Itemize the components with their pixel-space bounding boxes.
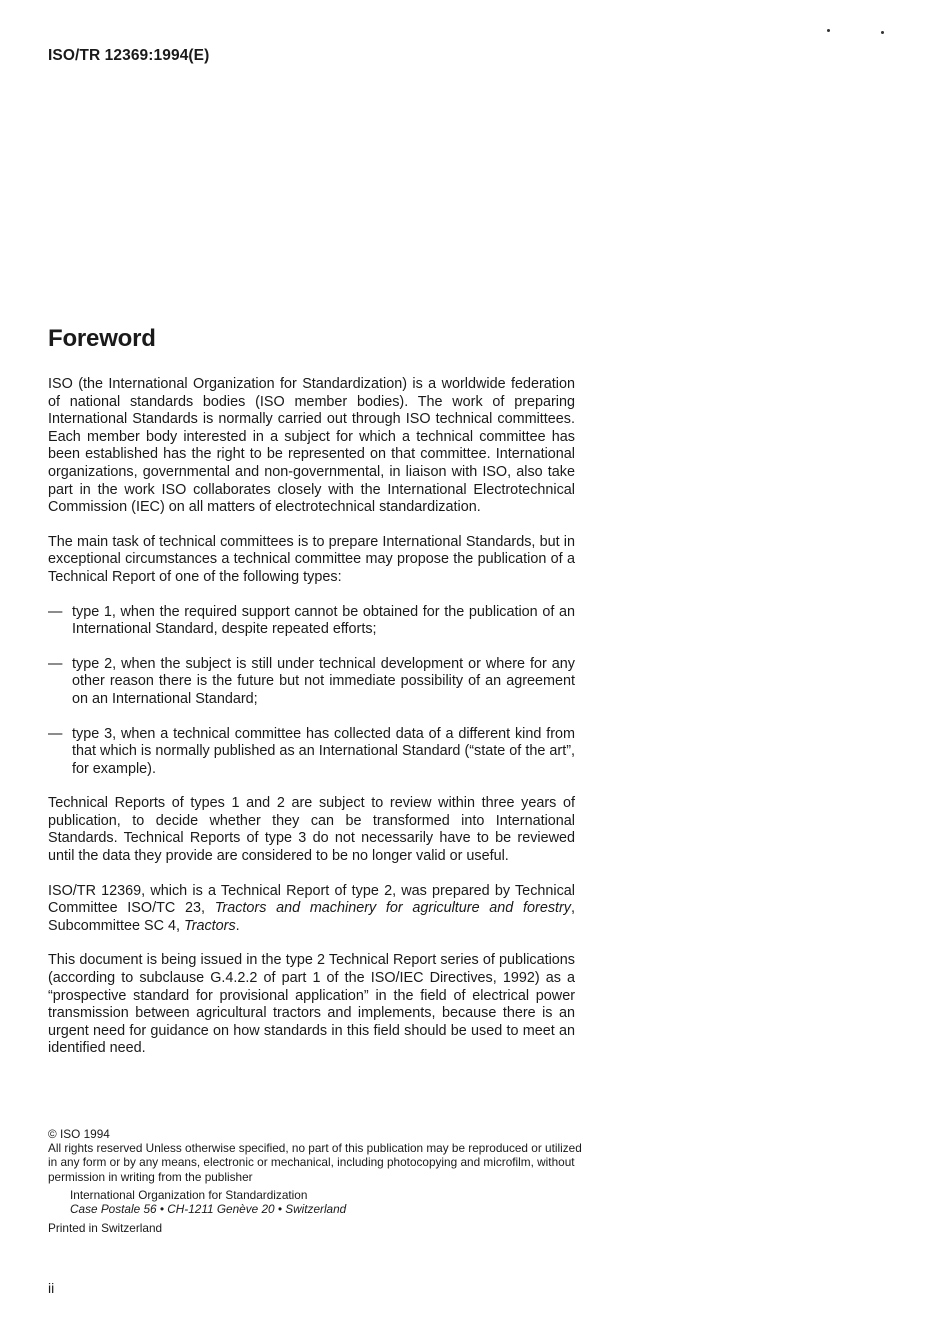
copyright-block xyxy=(48,1127,588,1235)
rights-statement: All rights reserved Unless otherwise specified, no part of this publication may be reproduced or utilized in any form or by any means, electronic or mechanical, including photocopying and microfilm, without permission in writing from the publisher xyxy=(48,1141,582,1184)
dash-marker: — xyxy=(48,603,63,620)
publisher-name: International Organization for Standardization xyxy=(70,1187,308,1202)
postal-address: Case Postale 56 • CH-1211 Genève 20 • Switzerland xyxy=(70,1202,347,1217)
paragraph-issuance: This document is being issued in the type 2 Technical Report series of publications (according to subclause G.4.2.2 of part 1 of the ISO/IEC Directives, 1992) as a “prospective standard for provisional application” in the field of electrical power transmission between agricultural tractors and implements, because there is an urgent need for guidance on how standards in this field should be used to meet an identified need. xyxy=(48,952,575,1057)
paragraph-review: Technical Reports of types 1 and 2 are subject to review within three years of publication, to decide whether they can be transformed into International Standards. Technical Reports of type 3 do not necessarily have to be reviewed until the data they provide are considered to be no longer valid or useful. xyxy=(48,795,575,865)
section-title: Foreword xyxy=(48,325,156,352)
scan-speck xyxy=(827,29,830,32)
list-item-type-1 xyxy=(48,604,575,639)
copyright-notice: © ISO 1994 xyxy=(48,1127,110,1141)
paragraph-iso-intro: ISO (the International Organization for Standardization) is a worldwide federation of national standards bodies (ISO member bodies). The work of preparing International Standards is normally carried out through ISO technical committees. Each member body interested in a subject for which a technical committee has been established has the right to be represented on that committee. International organizations, governmental and non-governmental, in liaison with ISO, also take part in the work ISO collaborates closely with the International Electrotechnical Commission (IEC) on all matters of electrotechnical standardization. xyxy=(48,376,575,516)
page-number: ii xyxy=(48,1280,55,1296)
list-item-text: type 3, when a technical committee has collected data of a different kind from that which is normally published as an International Standard (“state of the art”, for example). xyxy=(72,725,575,777)
foreword-body xyxy=(48,376,575,1075)
list-item-type-3 xyxy=(48,726,575,779)
subcommittee-text: , Subcommittee SC 4, xyxy=(48,900,576,934)
list-item-type-2 xyxy=(48,656,575,709)
dash-marker: — xyxy=(48,655,63,672)
list-item-text: type 2, when the subject is still under technical development or where for any other reason there is the future but not immediate possibility of an agreement on an International Standard; xyxy=(72,655,575,707)
dash-marker: — xyxy=(48,725,63,742)
scan-speck xyxy=(881,31,884,34)
document-identifier: ISO/TR 12369:1994(E) xyxy=(48,47,210,64)
paragraph-prepared-by xyxy=(48,883,575,936)
paragraph-technical-committees: The main task of technical committees is to prepare International Standards, but in exceptional circumstances a technical committee may propose the publication of a Technical Report of one of the following types: xyxy=(48,533,575,585)
publisher-address xyxy=(70,1188,588,1216)
prepared-by-text: ISO/TR 12369, which is a Technical Report of type 2, was prepared by Technical Committee ISO/TC 23, xyxy=(48,882,575,917)
printed-in: Printed in Switzerland xyxy=(48,1221,163,1236)
list-item-text: type 1, when the required support cannot be obtained for the publication of an International Standard, despite repeated efforts; xyxy=(72,603,575,638)
period: . xyxy=(235,917,240,934)
subcommittee-title: Tractors xyxy=(183,917,236,934)
committee-title: Tractors and machinery for agriculture and forestry xyxy=(214,900,572,917)
